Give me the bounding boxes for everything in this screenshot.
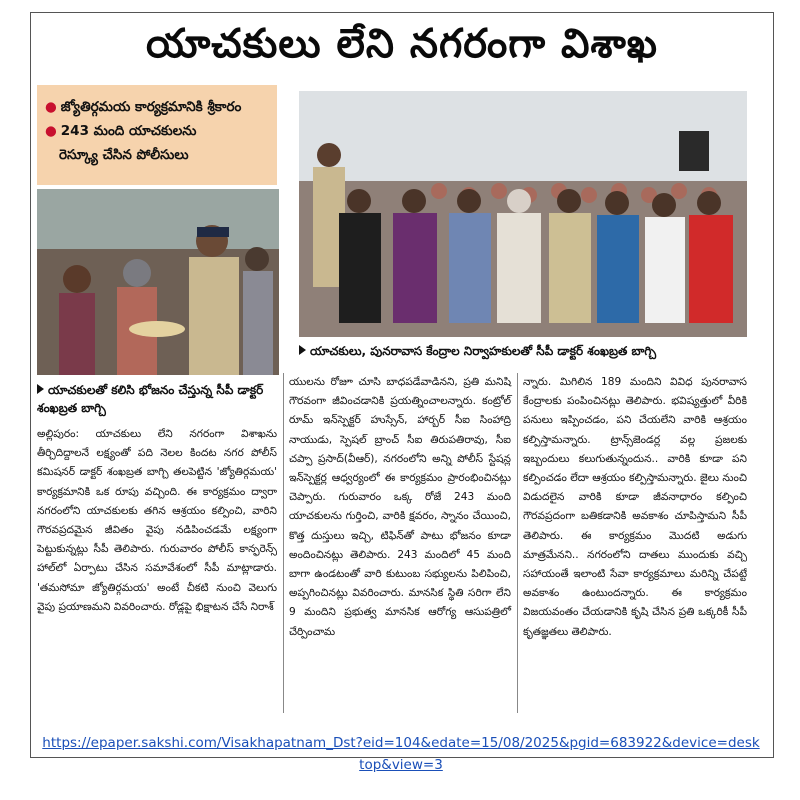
caption-arrow-icon xyxy=(299,345,306,355)
bullet-icon: ● xyxy=(45,123,57,139)
bullet-icon: ● xyxy=(45,99,57,115)
caption-arrow-icon xyxy=(37,384,44,394)
photo-group-meeting xyxy=(299,91,747,337)
article-text: అల్లిపురం: యాచకులు లేని నగరంగా విశాఖను తీర్చిదిద్దాలనే లక్ష్యంతో పది నెలల కిందట నగర పోలీస్ కమిషనర్ డాక్టర్ శంఖబ్రత బాగ్చి తలపెట్టిన 'జ్యోతిర్గమయ' కార్యక్రమానికి ఒక రూపు వచ్చింది. ఈ కార్యక్రమం ద్వారా నగరంలోని యాచకులకు తగిన ఆశ్రయం కల్పించి, వారిని గౌరవప్రదమైన జీవితం వైపు నడిపించడమే లక్ష్యంగా పెట్టుకున్నట్లు సీపీ తెలిపారు. గురువారం పోలీస్ కాన్ఫరెన్స్ హాల్‌లో ఏర్పాటు చేసిన సమావేశంలో సీపీ మాట్లాడారు. 'తమసోమా జ్యోతిర్గమయ' అంటే చీకటి నుంచి వెలుగు వైపు ప్రయాణమని వివరించారు. రోడ్లపై భిక్షాటన చేసే నిరాశ్ xyxy=(37,428,277,613)
photo-left-caption: యాచకులతో కలిసి భోజనం చేస్తున్న సీపీ డాక్టర్ శంఖబ్రత బాగ్చి xyxy=(37,383,264,415)
headline: యాచకులు లేని నగరంగా విశాఖ xyxy=(146,21,658,67)
highlight-item: ● జ్యోతిర్గమయ కార్యక్రమానికి శ్రీకారం xyxy=(45,99,242,115)
article-column-2 xyxy=(289,373,511,642)
photo-left-illustration xyxy=(37,189,279,375)
photo-right-illustration xyxy=(299,91,747,337)
photo-cp-with-beggars xyxy=(37,189,279,375)
source-link[interactable]: https://epaper.sakshi.com/Visakhapatnam_Dst?eid=104&edate=15/08/2025&pgid=683922&device=desktop&view=3 xyxy=(42,735,760,773)
article-column-1 xyxy=(37,425,277,617)
column-divider xyxy=(517,373,518,713)
highlight-item: ● 243 మంది యాచకులను xyxy=(45,123,197,139)
highlight-item: రెస్క్యూ చేసిన పోలీసులు xyxy=(59,147,189,163)
column-divider xyxy=(283,373,284,713)
article-text: యులను రోజూ చూసి బాధపడేవాడినని, ప్రతి మనిషి గౌరవంగా జీవించడానికి ప్రయత్నించాలన్నారు. కంట్రోల్ రూమ్ ఇన్‌స్పెక్టర్ హుస్సేన్, హార్బర్ సీఐ సింహాద్రి నాయుడు, స్పెషల్ బ్రాంచ్ సీఐ తిరుపతిరావు, సీఐ చప్పా ప్రసాద్(వీఆర్), నగరంలోని అన్ని పోలీస్ స్టేషన్ల ఇన్‌స్పెక్టర్ల ఆధ్వర్యంలో ఈ కార్యక్రమం ప్రారంభించినట్లు చెప్పారు. గురువారం ఒక్క రోజే 243 మంది యాచకులను గుర్తించి, వారికి క్షవరం, స్నానం చేయించి, కొత్త దుస్తులు ఇచ్చి, టిఫిన్‌తో పాటు భోజనం కూడా అందించినట్లు తెలిపారు. 243 మందిలో 45 మంది బాగా ఉండటంతో వారి కుటుంబ సభ్యులను పిలిపించి, అప్పగించినట్లు వివరించారు. మానసిక స్థితి సరిగా లేని 9 మందిని ప్రభుత్వ మానసిక ఆరోగ్య ఆసుపత్రిలో చేర్పించామ xyxy=(289,376,511,638)
photo-right-caption: యాచకులు, పునరావాస కేంద్రాల నిర్వాహకులతో సీపీ డాక్టర్ శంఖబ్రత బాగ్చి xyxy=(299,343,747,359)
newspaper-clipping xyxy=(30,12,774,758)
article-text: న్నారు. మిగిలిన 189 మందిని వివిధ పునరావాస కేంద్రాలకు పంపించినట్లు తెలిపారు. భవిష్యత్తులో వీరికి పనులు ఇప్పించడం, పని చేయలేని వారికి ఆశ్రయం కల్పిస్తామన్నారు. ట్రాన్స్‌జెండర్ల వల్ల ప్రజలకు ఇబ్బందులు కలుగుతున్నందున.. వారికి కూడా పని కల్పించడం లేదా ఆశ్రయం కల్పిస్తామన్నారు. జైలు నుంచి విడుదలైన వారికి కూడా జీవనాధారం కల్పించి గౌరవప్రదంగా బతికడానికి అవకాశం చూపిస్తామని సీపీ తెలిపారు. ఈ కార్యక్రమం మొదటి అడుగు మాత్రమేనని.. నగరంలోని దాతలు ముందుకు వచ్చి సహాయంతే ఇలాంటి సేవా కార్యక్రమాలు మరిన్ని చేపట్టే అవకాశం ఉంటుందన్నారు. ఈ కార్యక్రమం విజయవంతం చేయడానికి కృషి చేసిన ప్రతి ఒక్కరికీ సీపీ కృతజ్ఞతలు తెలిపారు. xyxy=(523,376,747,638)
highlights-box xyxy=(37,85,277,185)
article-column-3 xyxy=(523,373,747,642)
